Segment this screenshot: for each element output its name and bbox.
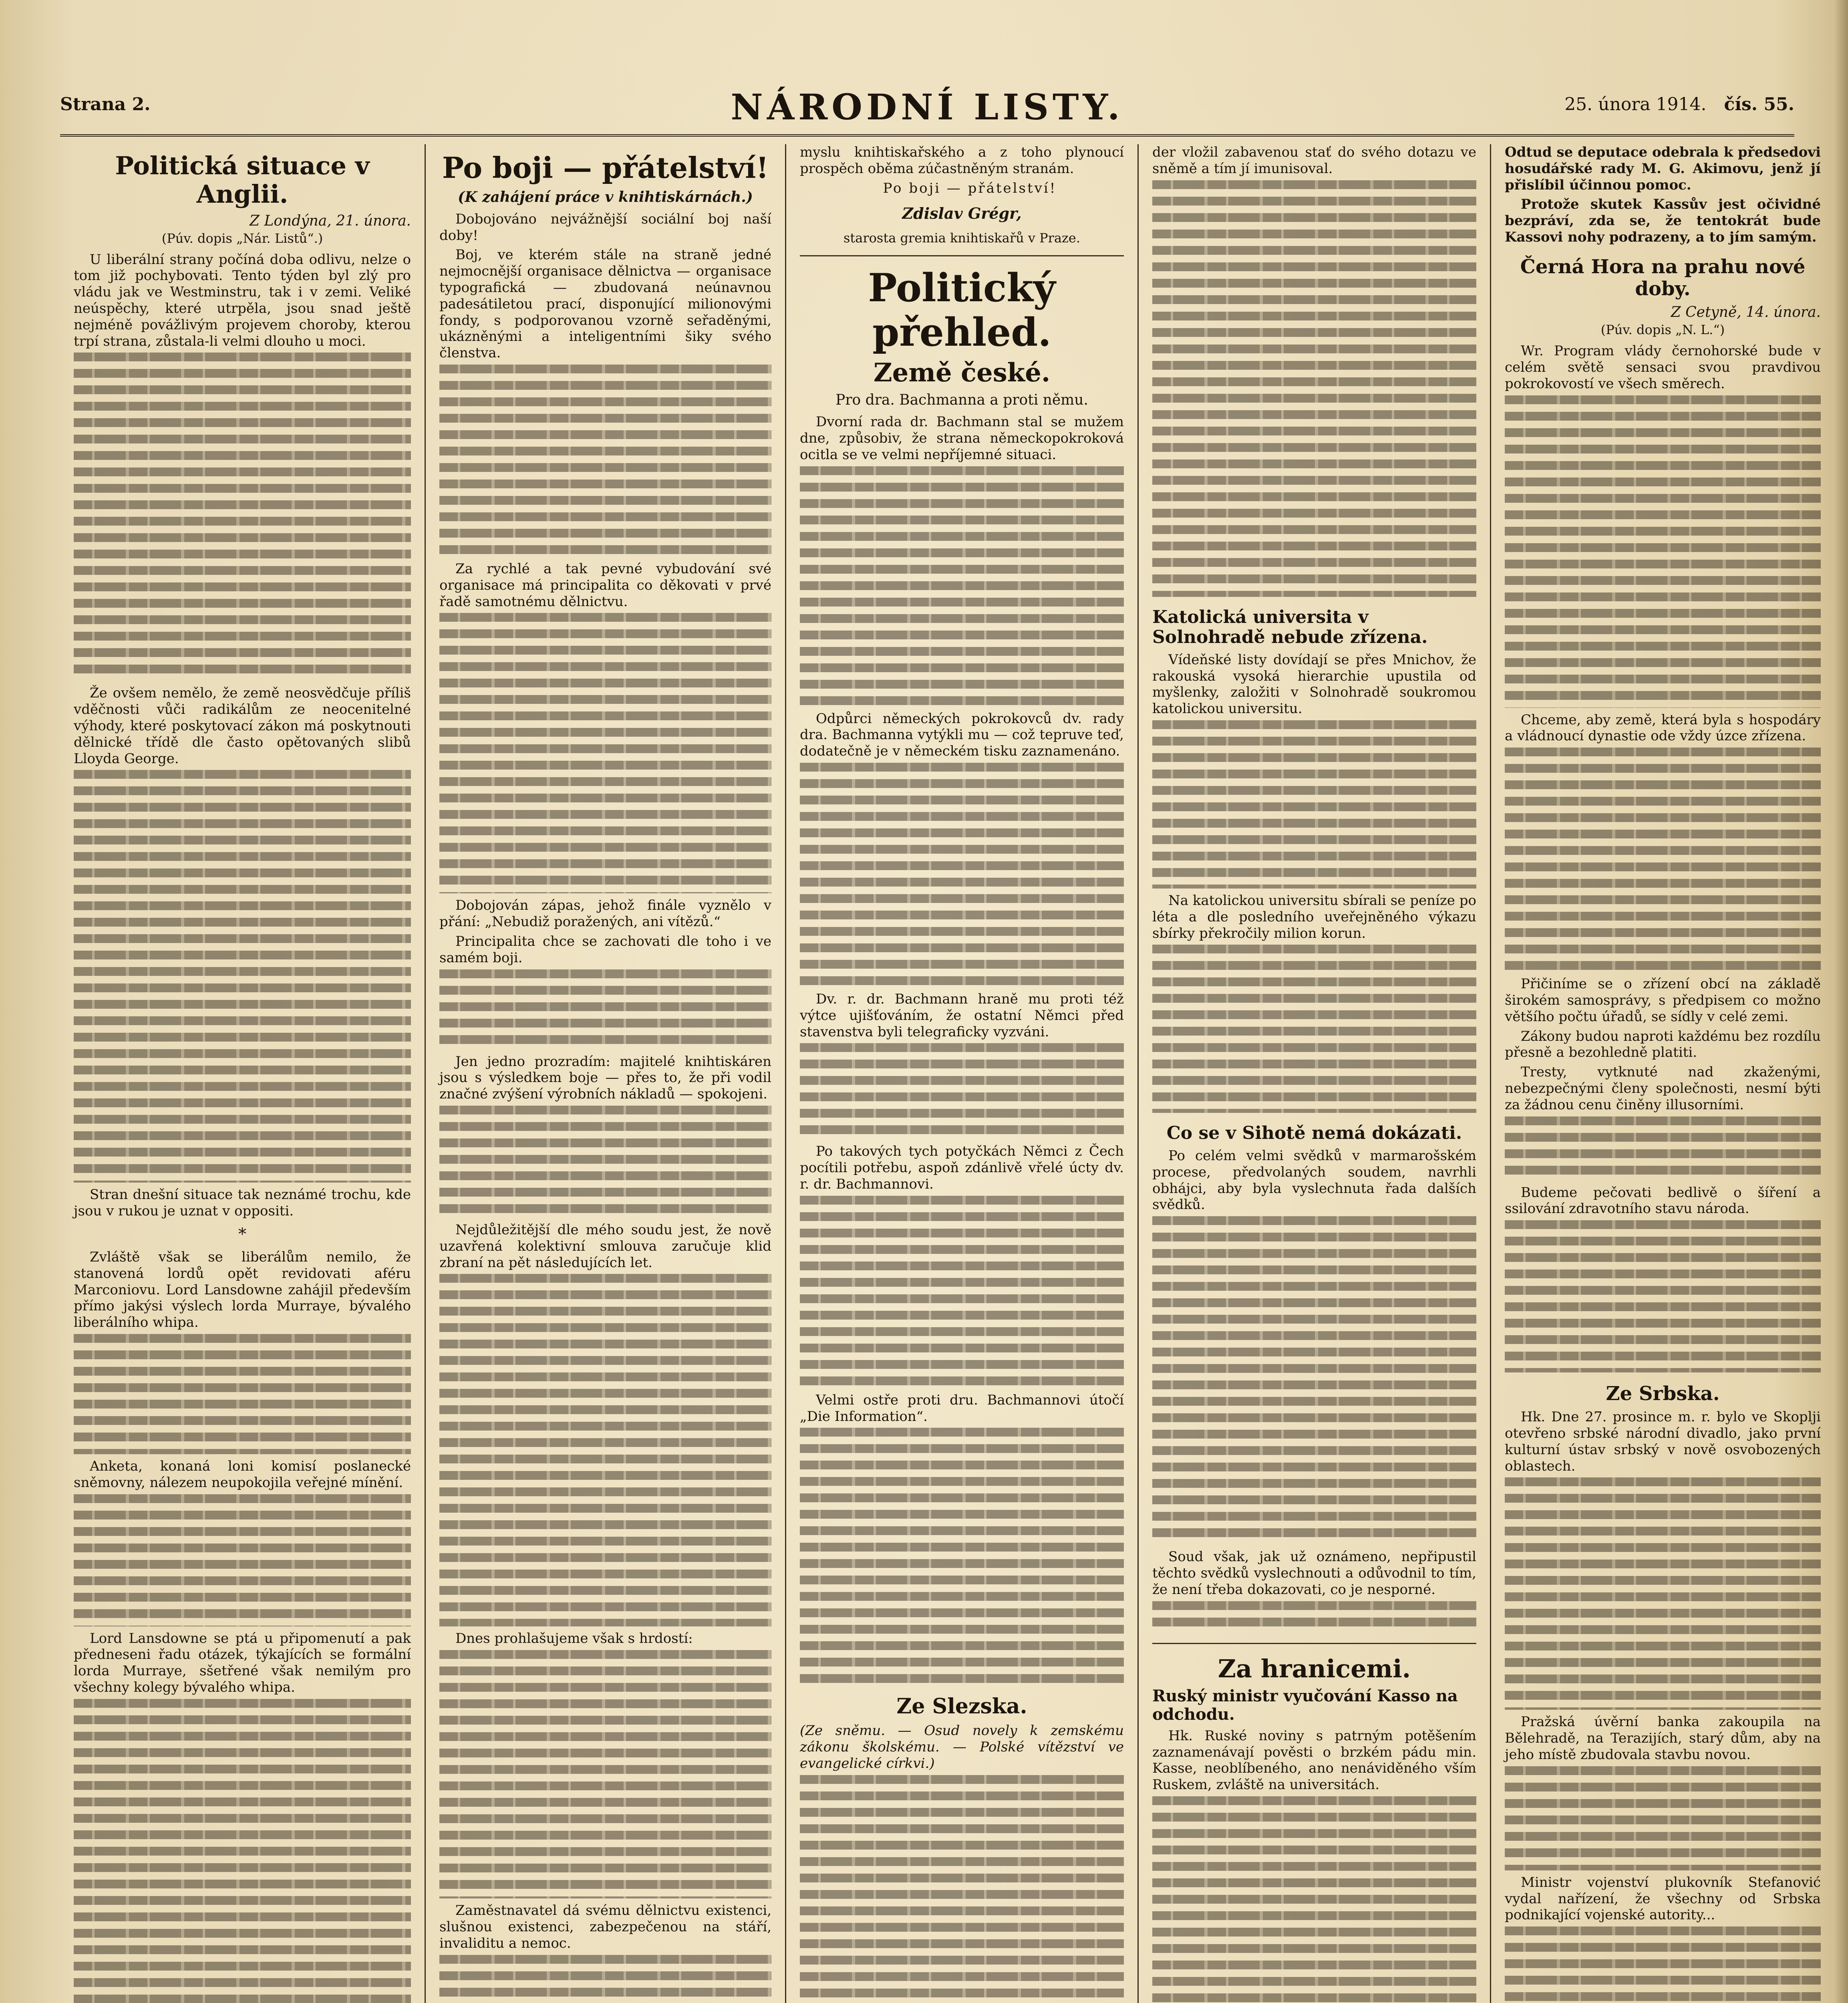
article-headline: Po boji — přátelství! [442, 151, 769, 185]
section-headline: Politický přehled. [868, 265, 1056, 355]
issue-number: čís. 55. [1724, 94, 1794, 115]
paragraph: Anketa, konaná loni komisí poslanecké sněmovny, nálezem neupokojila veřejné mínění. [74, 1458, 411, 1491]
paragraph: Pražská úvěrní banka zakoupila na Bělehradě, na Terazijích, starý dům, aby na jeho místě zbudovala stavbu novou. [1505, 1714, 1821, 1763]
paragraph: Přičiníme se o zřízení obcí na základě širokém samosprávy, s předpisem co možno většího počtu úřadů, se sídly v celé zemi. [1505, 976, 1821, 1025]
newspaper-title: NÁRODNÍ LISTY. [731, 86, 1124, 128]
column-5 [1490, 144, 1834, 2003]
paragraph: U liberální strany počíná doba odlivu, nelze o tom již pochybovati. Tento týden byl zlý pro vládu jak ve Westminstru, tak i v zemi. Veliké neúspěchy, které utrpěla, jsou snad ještě nejméně povážlivým projevem choroby, kterou trpí strana, zůstala-li velmi dlouho u moci. [74, 251, 411, 349]
text-block [439, 1955, 771, 2003]
text-block [439, 1106, 771, 1218]
text-block [74, 770, 411, 1183]
article-title: Katolická universita v Solnohradě nebude zřízena. [1152, 607, 1428, 648]
paragraph: Dnes prohlašujeme však s hrdostí: [455, 1630, 693, 1647]
text-block [439, 1274, 771, 1626]
paragraph: Že ovšem nemělo, že země neosvědčuje příliš vděčnosti vůči radikálům ze neocenitelné výhody, které poskytovací zákon má poskytnouti dělnické třídě dle často opětovaných slibů Lloyda George. [74, 685, 411, 767]
text-block [1505, 395, 1821, 708]
paragraph: Dv. r. dr. Bachmann hraně mu proti též výtce ujišťováním, že ostatní Němci před stavenstva byli telegraficky vyzváni. [800, 991, 1124, 1040]
paragraph: Jen jedno prozradím: majitelé knihtiskáren jsou s výsledkem boje — přes to, že při vodil značné zvýšení výrobních nákladů — spokojeni. [439, 1053, 771, 1102]
text-block [1505, 748, 1821, 972]
divider [1152, 1643, 1476, 1644]
text-block [1152, 720, 1476, 889]
paragraph: der vložil zabavenou stať do svého dotazu ve sněmě a tím jí imunisoval. [1152, 144, 1476, 177]
paragraph: Tresty, vytknuté nad zkaženými, nebezpečnými členy společnosti, nesmí býti za žádnou cenu činěny illusorními. [1505, 1064, 1821, 1113]
paragraph: Odpůrci německých pokrokovců dv. rady dra. Bachmanna vytýkli mu — což tepruve teď, dodatečně je v německém tisku zaznamenáno. [800, 710, 1124, 760]
article-title: Pro dra. Bachmanna a proti němu. [835, 392, 1088, 409]
article-title: Ze Slezska. [896, 1694, 1027, 1719]
text-block [74, 1699, 411, 2003]
divider [800, 255, 1124, 256]
issue-date: 25. února 1914. [1564, 94, 1707, 115]
text-block [800, 763, 1124, 987]
article-title: Co se v Sihotě nemá dokázati. [1166, 1123, 1462, 1144]
paragraph: Velmi ostře proti dru. Bachmannovi útočí „Die Information“. [800, 1392, 1124, 1425]
text-block [800, 1428, 1124, 1684]
text-block [439, 613, 771, 893]
paragraph: Zákony budou naproti každému bez rozdílu přesně a bezohledně platiti. [1505, 1028, 1821, 1061]
text-block [439, 1650, 771, 1898]
paragraph: Lord Lansdowne se ptá u připomenutí a pak předneseni řadu otázek, týkajících se formální lorda Murraye, sšetřené však nemilým pro všechny kolegy bývalého whipa. [74, 1630, 411, 1695]
article-title: Ze Srbska. [1606, 1382, 1720, 1405]
paragraph: Ministr vojenství plukovník Stefanović vydal nařízení, že všechny od Srbska podnikající vojenské autority... [1505, 1874, 1821, 1923]
page-edge-shadow [1834, 0, 1848, 2003]
paragraph: Dobojován zápas, jehož finále vyznělo v přání: „Nebudiž poražených, ani vítězů.“ [439, 897, 771, 930]
paragraph: Po takových tych potyčkách Němci z Čech pocítili potřebu, aspoň zdánlivě vřelé úcty dv. r. dr. Bachmannovi. [800, 1143, 1124, 1192]
article-signature: Zdislav Grégr, [902, 204, 1022, 223]
text-block [800, 466, 1124, 707]
text-block [1505, 1766, 1821, 1870]
article-source: (Púv. dopis „Nár. Listů“.) [161, 230, 323, 246]
masthead-date-issue [1564, 94, 1794, 115]
paragraph: Hk. Dne 27. prosince m. r. bylo ve Skoplji otevřeno srbské národní divadlo, jako první kulturní ústav srbský v nově osvobozených oblastech. [1505, 1409, 1821, 1474]
text-block [1152, 180, 1476, 597]
section-headline: Za hranicemi. [1218, 1654, 1411, 1683]
section-separator: * [238, 1225, 246, 1243]
paragraph: (Ze sněmu. — Osud novely k zemskému zákonu školskému. — Polské vítězství ve evangelické církvi.) [800, 1723, 1124, 1771]
paragraph: Principalita chce se zachovati dle toho i ve samém boji. [439, 933, 771, 966]
paragraph: Na katolickou universitu sbírali se peníze po léta a dle posledního uveřejněného výkazu sbírky překročily milion korun. [1152, 892, 1476, 941]
paragraph: myslu knihtiskařského a z toho plynoucí prospěch oběma zúčastněným stranám. [800, 144, 1124, 177]
paragraph: Zvláště však se liberálům nemilo, že stanovená lordů opět revidovati aféru Marconiovu. Lord Lansdowne zahájil především přímo jakýsi výslech lorda Murraye, bývalého liberálního whipa. [74, 1249, 411, 1331]
paragraph: Budeme pečovati bedlivě o šíření a ssilování zdravotního stavu národa. [1505, 1184, 1821, 1217]
paragraph: Hk. Ruské noviny s patrným potěšením zaznamenávají pověsti o brzkém pádu min. Kasse, neoblíbeného, ano nenáviděného vším Ruskem, zvláště na universitách. [1152, 1727, 1476, 1793]
paragraph: Za rychlé a tak pevné vybudování své organisace má principalita co děkovati v prvé řadě samotnému dělnictvu. [439, 560, 771, 610]
text-block [800, 1043, 1124, 1139]
paragraph: Soud však, jak už oznámeno, nepřipustil těchto svědků vyslechnouti a odůvodnil to tím, že není třeba dokazovati, co je nesporné. [1152, 1549, 1476, 1598]
text-block [1152, 1796, 1476, 2003]
text-block [74, 1334, 411, 1454]
text-block [1152, 1601, 1476, 1633]
paragraph: Po celém velmi svědků v marmarošském procese, předvolaných soudem, navrhli obhájci, aby byla vyslechnuta řada dalších svědků. [1152, 1147, 1476, 1213]
text-block [439, 365, 771, 557]
text-block [1152, 945, 1476, 1113]
text-block [439, 969, 771, 1050]
paragraph: Wr. Program vlády černohorské bude v celém světě sensaci svou pravdivou pokrokovostí ve všech směrech. [1505, 343, 1821, 392]
column-4 [1137, 144, 1490, 2003]
page-number: Strana 2. [60, 94, 151, 115]
text-block [1505, 1116, 1821, 1181]
article-title: Černá Hora na prahu nové doby. [1520, 255, 1806, 300]
article-dateline: Z Cetyně, 14. února. [1671, 304, 1821, 321]
column-1 [60, 144, 425, 2003]
paragraph: Stran dnešní situace tak neznámé trochu, kde jsou v rukou je uznat v oppositi. [74, 1187, 411, 1219]
article-dateline: Z Londýna, 21. února. [250, 212, 411, 229]
paragraph: Chceme, aby země, která byla s hospodáry a vládnoucí dynastie ode vždy úzce zřízena. [1505, 711, 1821, 744]
paragraph: Boj, ve kterém stále na straně jedné nejmocnější organisace dělnictva — organisace typografická — zbudovaná neúnavnou padesátiletou prací, disponující milionovými fondy, s podporovanou vzorně seřaděnými, ukázněnými a inteligentními šiky svého členstva. [439, 247, 771, 361]
article-subtitle: (K zahájení práce v knihtiskárnách.) [458, 188, 753, 206]
section-subheadline: Země české. [873, 358, 1051, 388]
text-block [74, 1494, 411, 1626]
text-block [74, 353, 411, 681]
text-block [800, 1775, 1124, 2003]
text-block [800, 1196, 1124, 1388]
paragraph: Dvorní rada dr. Bachmann stal se mužem dne, způsobiv, že strana německopokroková ocitla se ve velmi nepříjemné situaci. [800, 414, 1124, 463]
text-block [1505, 1477, 1821, 1710]
text-block [1152, 1216, 1476, 1545]
text-block [1505, 1220, 1821, 1372]
paragraph: Po boji — přátelství! [883, 180, 1057, 196]
column-3 [785, 144, 1137, 2003]
column-2 [425, 144, 785, 2003]
paragraph: Dobojováno nejvážnější sociální boj naší doby! [439, 211, 771, 244]
paragraph: Odtud se deputace odebrala k předsedovi hosudářské rady M. G. Akimovu, jenž jí přislíbil účinnou pomoc. [1505, 144, 1821, 193]
masthead [60, 86, 1794, 137]
paragraph: Protože skutek Kassův jest očividné bezpráví, zda se, že tentokrát bude Kassovi nohy podrazeny, a to jím samým. [1505, 196, 1821, 245]
article-source: (Púv. dopis „N. L.“) [1600, 322, 1725, 338]
paragraph: Zaměstnavatel dá svému dělnictvu existenci, slušnou existenci, zabezpečenou na stáří, invaliditu a nemoc. [439, 1902, 771, 1951]
signature-role: starosta gremia knihtiskařů v Praze. [843, 230, 1081, 246]
article-headline: Politická situace v Anglii. [115, 151, 370, 209]
paragraph: Vídeňské listy dovídají se přes Mnichov, že rakouská vysoká hierarchie upustila od myšlenky, založiti v Solnohradě soukromou katolickou universitu. [1152, 651, 1476, 717]
paragraph: Nejdůležitější dle mého soudu jest, že nově uzavřená kolektivní smlouva zaručuje klid zbraní na pět následujících let. [439, 1221, 771, 1271]
article-title: Ruský ministr vyučování Kasso na odchodu. [1152, 1686, 1458, 1724]
text-block [1505, 1926, 1821, 2003]
